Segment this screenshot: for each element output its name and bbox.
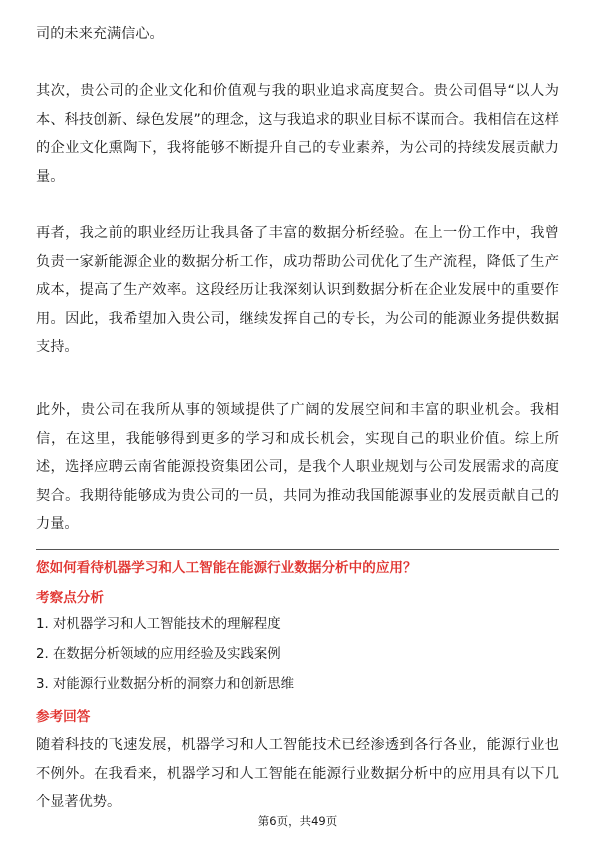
paragraph-intro-end: 司的未来充满信心。 [36, 26, 164, 42]
answer-paragraph: 随着科技的飞速发展，机器学习和人工智能技术已经渗透到各行各业，能源行业也不例外。在我看来，机器学习和人工智能在能源行业数据分析中的应用具有以下几个显著优势。 [36, 737, 559, 810]
analysis-item: 1. 对机器学习和人工智能技术的理解程度 [36, 617, 281, 632]
paragraph-culture: 其次，贵公司的企业文化和价值观与我的职业追求高度契合。贵公司倡导“以人为本、科技创新、绿色发展”的理念，这与我追求的职业目标不谋而合。我相信在这样的企业文化熏陶下，我将能够不断提升自己的专业素养，为公司的持续发展贡献力量。 [36, 83, 559, 185]
analysis-item: 2. 在数据分析领域的应用经验及实践案例 [36, 647, 281, 662]
answer-heading: 参考回答 [36, 709, 91, 725]
analysis-item: 3. 对能源行业数据分析的洞察力和创新思维 [36, 677, 295, 692]
paragraph-experience: 再者，我之前的职业经历让我具备了丰富的数据分析经验。在上一份工作中，我曾负责一家新能源企业的数据分析工作，成功帮助公司优化了生产流程，降低了生产成本，提高了生产效率。这段经历让我深刻认识到数据分析在企业发展中的重要作用。因此，我希望加入贵公司，继续发挥自己的专长，为公司的能源业务提供数据支持。 [36, 225, 559, 355]
paragraph-opportunity: 此外，贵公司在我所从事的领域提供了广阔的发展空间和丰富的职业机会。我相信，在这里，我能够得到更多的学习和成长机会，实现自己的职业价值。综上所述，选择应聘云南省能源投资集团公司，是我个人职业规划与公司发展需求的高度契合。我期待能够成为贵公司的一员，共同为推动我国能源事业的发展贡献自己的力量。 [36, 402, 559, 532]
analysis-heading: 考察点分析 [36, 590, 104, 606]
section-divider [36, 549, 559, 550]
interview-question: 您如何看待机器学习和人工智能在能源行业数据分析中的应用？ [36, 560, 417, 576]
page-number-footer: 第6页，共49页 [257, 814, 338, 828]
